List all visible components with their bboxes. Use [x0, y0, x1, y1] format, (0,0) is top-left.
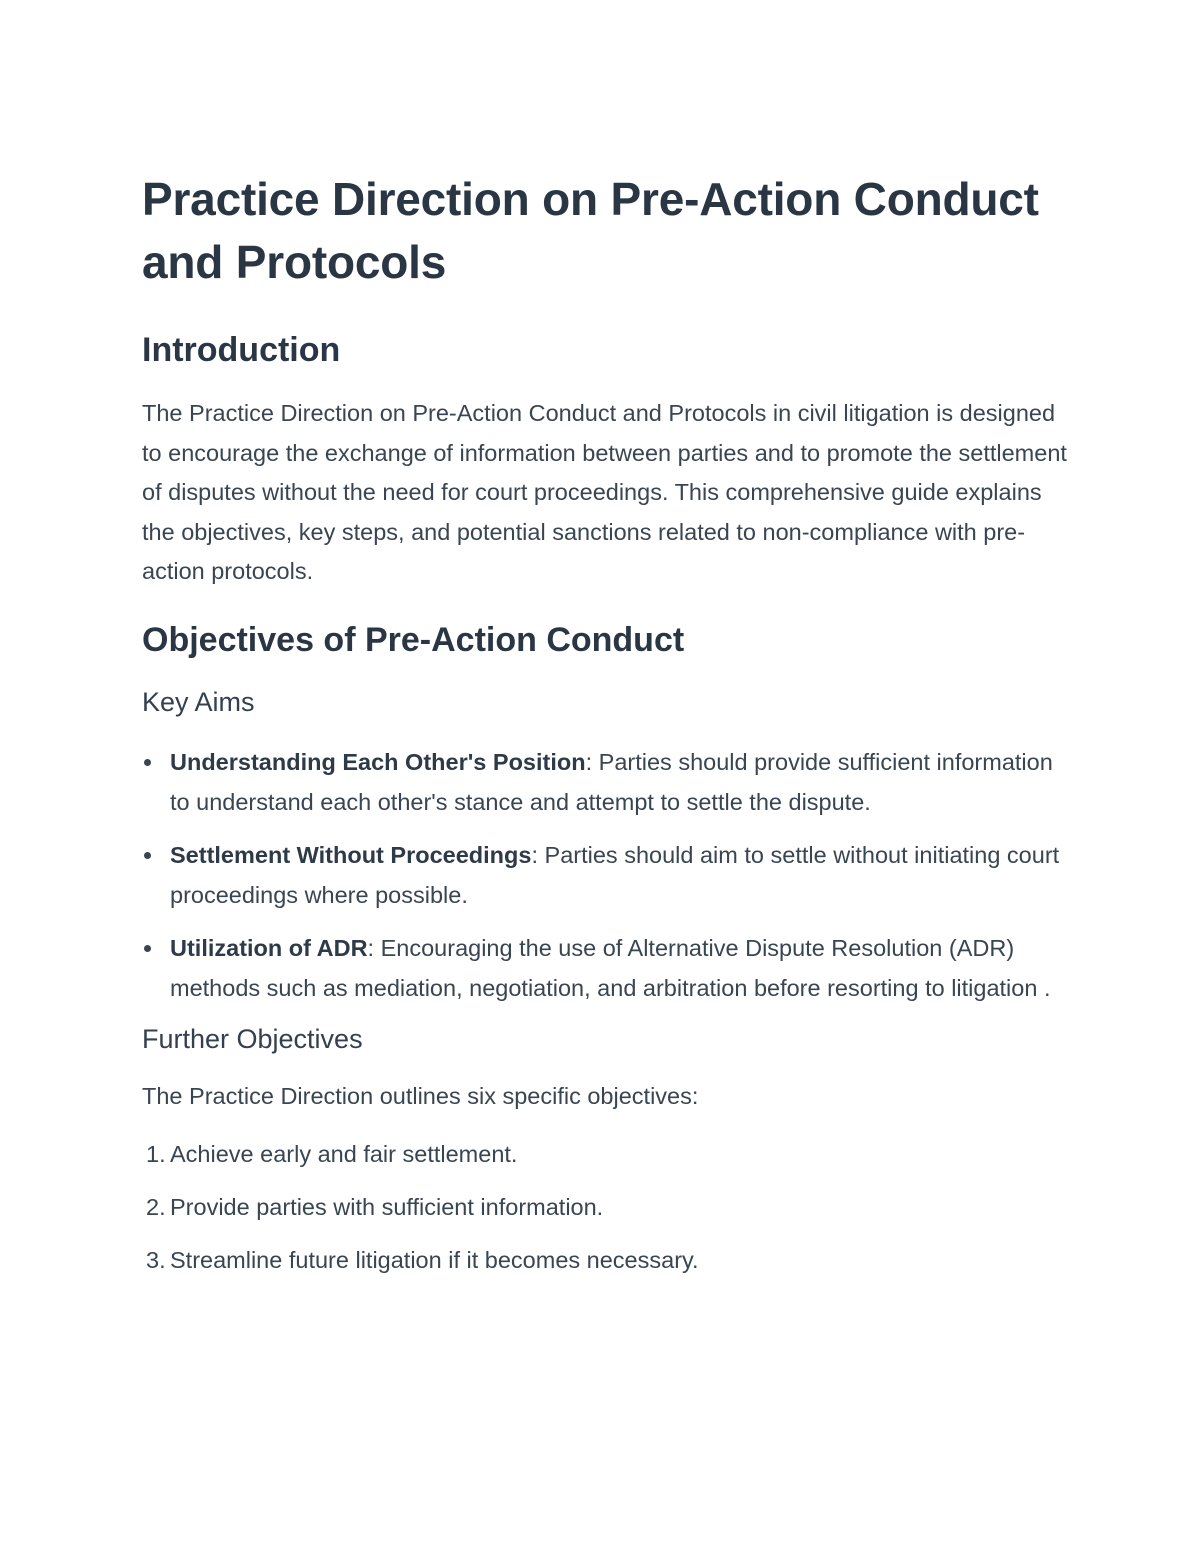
list-item — [142, 1134, 1072, 1174]
list-item-text: Provide parties with sufficient information. — [170, 1194, 604, 1220]
list-item-number: 3. — [146, 1247, 166, 1273]
list-item — [142, 928, 1072, 1008]
list-item — [142, 742, 1072, 822]
list-item-term: Settlement Without Proceedings — [170, 841, 532, 868]
further-objectives-list — [142, 1134, 1072, 1280]
list-item-text: Achieve early and fair settlement. — [170, 1141, 518, 1167]
list-item — [142, 1240, 1072, 1280]
list-item-number: 2. — [146, 1194, 166, 1220]
list-item-text: : Encouraging the use of Alternative Dispute Resolution (ADR) methods such as mediation, negotiation, and arbitration before resorting to litigation . — [170, 934, 1051, 1001]
objectives-heading: Objectives of Pre-Action Conduct — [142, 620, 685, 659]
bullet-icon — [144, 852, 151, 859]
list-item-text: : Parties should provide sufficient information to understand each other's stance and attempt to settle the dispute. — [170, 748, 1053, 815]
list-item-term: Understanding Each Other's Position — [170, 748, 586, 775]
list-item-text: Streamline future litigation if it becomes necessary. — [170, 1247, 699, 1273]
bullet-icon — [144, 945, 151, 952]
further-objectives-intro: The Practice Direction outlines six specific objectives: — [142, 1082, 699, 1109]
further-objectives-heading: Further Objectives — [142, 1023, 363, 1054]
key-aims-heading: Key Aims — [142, 686, 255, 717]
introduction-heading: Introduction — [142, 331, 341, 369]
document-title: Practice Direction on Pre-Action Conduct and Protocols — [142, 173, 1039, 288]
list-item-text: : Parties should aim to settle without initiating court proceedings where possible. — [170, 841, 1060, 908]
document-page — [142, 168, 1072, 1293]
list-item-term: Utilization of ADR — [170, 934, 368, 961]
list-item — [142, 1187, 1072, 1227]
key-aims-list — [142, 742, 1072, 1008]
bullet-icon — [144, 759, 151, 766]
list-item-number: 1. — [146, 1141, 166, 1167]
list-item — [142, 835, 1072, 915]
introduction-paragraph: The Practice Direction on Pre-Action Conduct and Protocols in civil litigation is designed to encourage the exchange of information between parties and to promote the settlement of disputes without the need for court proceedings. This comprehensive guide explains the objectives, key steps, and potential sanctions related to non-compliance with pre-action protocols. — [142, 400, 1067, 584]
